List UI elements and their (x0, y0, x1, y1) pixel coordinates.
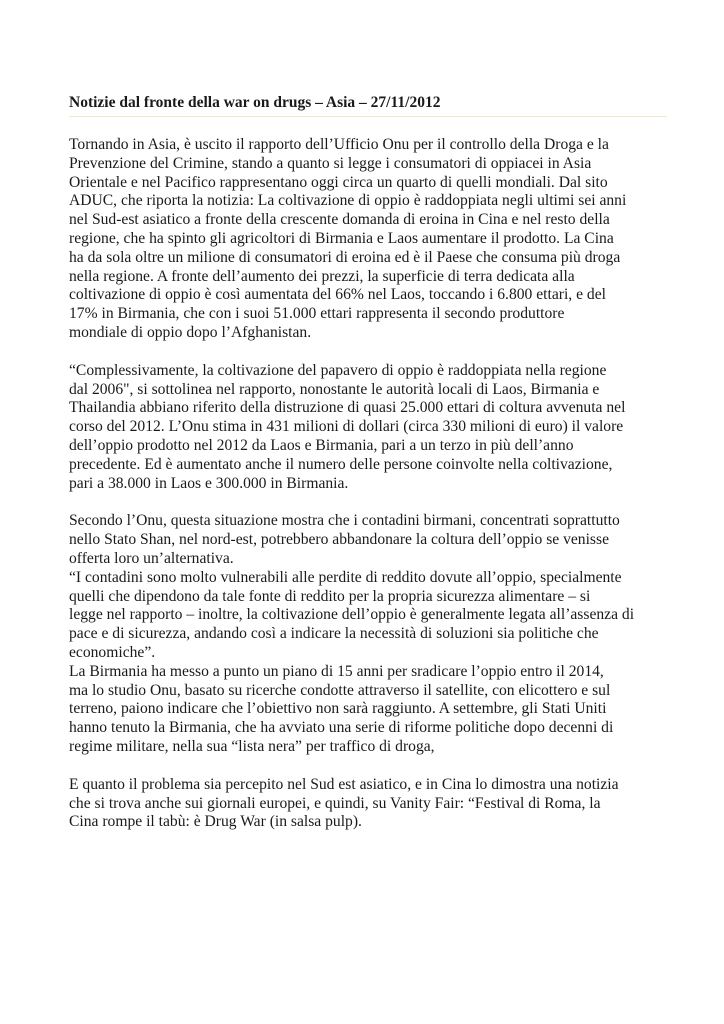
text-line: nel Sud-est asiatico a fronte della crescente domanda di eroina in Cina e nel resto della (69, 211, 610, 229)
article (69, 92, 667, 832)
article-body (69, 136, 667, 832)
text-line: ma lo studio Onu, basato su ricerche condotte attraverso il satellite, con elicottero e sul (69, 681, 611, 699)
text-line: mondiale di oppio dopo l’Afghanistan. (69, 323, 312, 341)
paragraph-gap (69, 757, 667, 776)
text-line: offerta loro un’alternativa. (69, 549, 234, 567)
paragraph (69, 136, 667, 343)
text-line: “I contadini sono molto vulnerabili alle perdite di reddito dovute all’oppio, specialmente (69, 568, 622, 586)
text-line: La Birmania ha messo a punto un piano di 15 anni per sradicare l’oppio entro il 2014, (69, 662, 604, 680)
spacer (69, 117, 667, 136)
text-line: regime militare, nella sua “lista nera” per traffico di droga, (69, 737, 435, 755)
paragraph (69, 362, 667, 494)
text-line: che si trova anche sui giornali europei, e quindi, su Vanity Fair: “Festival di Roma, la (69, 794, 601, 812)
paragraph (69, 512, 667, 756)
text-line: nella regione. A fronte dell’aumento dei prezzi, la superficie di terra dedicata alla (69, 267, 575, 285)
text-line: pace e di sicurezza, andando così a indicare la necessità di soluzioni sia politiche che (69, 625, 599, 643)
text-line: Prevenzione del Crimine, stando a quanto si legge i consumatori di oppiacei in Asia (69, 154, 592, 172)
text-line: ha da sola oltre un milione di consumatori di eroina ed è il Paese che consuma più droga (69, 248, 621, 266)
text-line: corso del 2012. L’Onu stima in 431 milioni di dollari (circa 330 milioni di euro) il valore (69, 418, 624, 436)
text-line: precedente. Ed è aumentato anche il numero delle persone coinvolte nella coltivazione, (69, 455, 613, 473)
article-title: Notizie dal fronte della war on drugs – Asia – 27/11/2012 (69, 92, 667, 117)
paragraph-gap (69, 343, 667, 362)
text-line: hanno tenuto la Birmania, che ha avviato una serie di riforme politiche dopo decenni di (69, 719, 614, 737)
text-line: coltivazione di oppio è così aumentata del 66% nel Laos, toccando i 6.800 ettari, e del (69, 286, 606, 304)
text-line: regione, che ha spinto gli agricoltori di Birmania e Laos aumentare il prodotto. La Cina (69, 229, 614, 247)
paragraph-gap (69, 493, 667, 512)
text-line: Orientale e nel Pacifico rappresentano oggi circa un quarto di quelli mondiali. Dal sito (69, 173, 608, 191)
text-line: quelli che dipendono da tale fonte di reddito per la propria sicurezza alimentare – si (69, 587, 591, 605)
text-line: dal 2006", si sottolinea nel rapporto, nonostante le autorità locali di Laos, Birmania e (69, 380, 600, 398)
text-line: 17% in Birmania, che con i suoi 51.000 ettari rappresenta il secondo produttore (69, 305, 565, 323)
paragraph (69, 776, 667, 832)
text-line: terreno, paiono indicare che l’obiettivo non sarà raggiunto. A settembre, gli Stati Uniti (69, 700, 607, 718)
text-line: E quanto il problema sia percepito nel Sud est asiatico, e in Cina lo dimostra una notizia (69, 775, 619, 793)
text-line: Tornando in Asia, è uscito il rapporto dell’Ufficio Onu per il controllo della Droga e la (69, 136, 609, 153)
text-line: Secondo l’Onu, questa situazione mostra che i contadini birmani, concentrati soprattutto (69, 512, 620, 530)
text-line: economiche”. (69, 643, 156, 661)
text-line: legge nel rapporto – inoltre, la coltivazione dell’oppio è generalmente legata all’assenza di (69, 606, 635, 624)
text-line: Cina rompe il tabù: è Drug War (in salsa pulp). (69, 813, 362, 831)
text-line: ADUC, che riporta la notizia: La coltivazione di oppio è raddoppiata negli ultimi sei anni (69, 192, 627, 210)
text-line: dell’oppio prodotto nel 2012 da Laos e Birmania, pari a un terzo in più dell’anno (69, 436, 574, 454)
text-line: “Complessivamente, la coltivazione del papavero di oppio è raddoppiata nella regione (69, 361, 607, 379)
text-line: nello Stato Shan, nel nord-est, potrebbero abbandonare la coltura dell’oppio se venisse (69, 531, 609, 549)
text-line: pari a 38.000 in Laos e 300.000 in Birmania. (69, 474, 349, 492)
text-line: Thailandia abbiano riferito della distruzione di quasi 25.000 ettari di coltura avvenuta nel (69, 399, 626, 417)
